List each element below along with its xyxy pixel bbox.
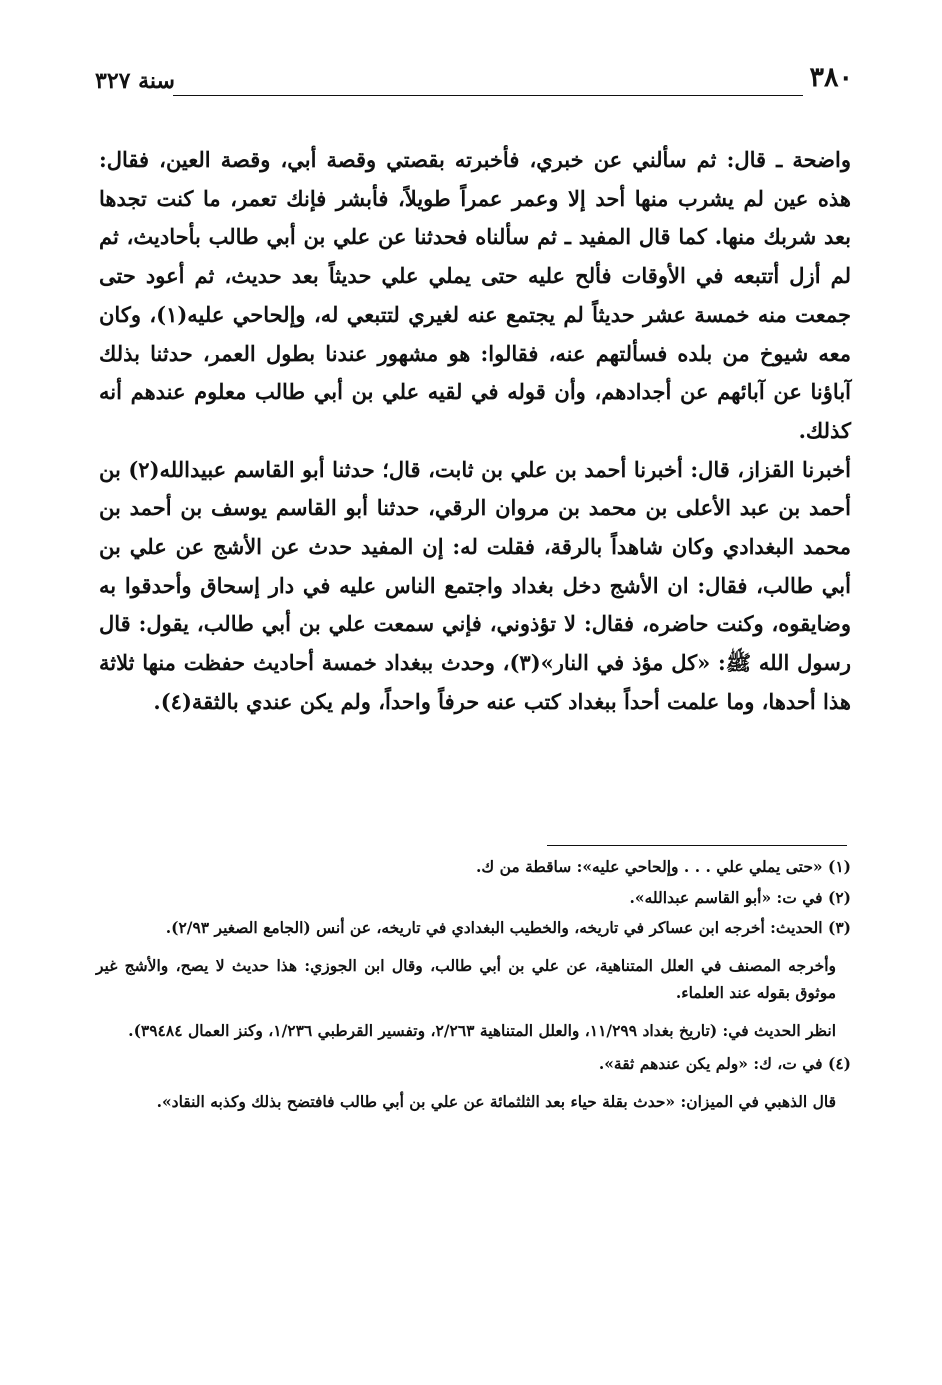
header-rule: [173, 95, 803, 96]
page-number: ٣٨٠: [809, 62, 853, 93]
footnotes: [96, 853, 851, 1121]
footnote-4-note-1: قال الذهبي في الميزان: «حدث بقلة حياء بعد الثلثمائة عن علي بن أبي طالب فافتضح بذلك وكذبه النقاد».: [156, 1091, 836, 1111]
footnote-3: (٣) الحديث: أخرجه ابن عساكر في تاريخه، والخطيب البغدادي في تاريخه، عن أنس (الجامع الصغير ٢/٩٣).: [165, 918, 851, 937]
footnote-2: (٢) في ت: «أبو القاسم عبدالله».: [629, 887, 851, 907]
paragraph-1: واضحة ـ قال: ثم سألني عن خبري، فأخبرته بقصتي وقصة أبي، وقصة العين، فقال: هذه عين لم يشرب منها أحد إلا وعمر عمراً طويلاً، فأبشر فإنك تعمر، ما كنت تجدها بعد شربك منها. كما قال المفيد ـ ثم سألناه فحدثنا عن علي بن أبي طالب بأحاديث، ثم لم أزل أتتبعه في الأوقات فألح عليه حتى يملي علي حديثاً بعد حديث، ثم أعود حتى جمعت منه خمسة عشر حديثاً لم يجتمع عنه لغيري لتتبعي له، وإلحاحي عليه(١)، وكان معه شيوخ من بلده فسألتهم عنه، فقالوا: هو مشهور عندنا بطول العمر، حدثنا بذلك آباؤنا عن آبائهم عن أجدادهم، وأن قوله في لقيه علي بن أبي طالب معلوم عندهم أنه كذلك.: [99, 147, 851, 443]
running-header: [95, 62, 853, 102]
footnote-3-note-1: وأخرجه المصنف في العلل المتناهية، عن علي بن أبي طالب، وقال ابن الجوزي: هذا حديث لا يصح، والأشج غير موثوق بقوله عند العلماء.: [96, 955, 836, 1002]
footnote-4: (٤) في ت، ك: «ولم يكن عندهم ثقة».: [598, 1054, 851, 1073]
footnote-separator: [547, 845, 847, 846]
paragraph-2: أخبرنا القزاز، قال: أخبرنا أحمد بن علي بن ثابت، قال؛ حدثنا أبو القاسم عبيدالله(٢) بن أحمد بن عبد الأعلى بن محمد بن مروان الرقي، حدثنا أبو القاسم يوسف بن أحمد بن محمد البغدادي وكان شاهداً بالرقة، فقلت له: إن المفيد حدث عن الأشج عن علي بن أبي طالب، فقال: ان الأشج دخل بغداد واجتمع الناس عليه في دار إسحاق وأحدقوا به وضايقوه، وكنت حاضره، فقال: لا تؤذوني، فإني سمعت علي بن أبي طالب، يقول: قال رسول الله ﷺ: «كل مؤذ في النار»(٣)، وحدث ببغداد خمسة أحاديث حفظت منها ثلاثة هذا أحدها، وما علمت أحداً ببغداد كتب عنه حرفاً واحداً، ولم يكن عندي بالثقة(٤).: [99, 456, 852, 714]
running-title-year: سنة ٣٢٧: [95, 68, 175, 94]
footnote-3-note-2: انظر الحديث في: (تاريخ بغداد ١١/٢٩٩، والعلل المتناهية ٢/٢٦٣، وتفسير القرطبي ١/٢٣٦، وكنز العمال ٣٩٤٨٤).: [128, 1020, 836, 1040]
footnote-1: (١) «حتى يملي علي . . . وإلحاحي عليه»: ساقطة من ك.: [476, 857, 851, 876]
main-text: [99, 141, 851, 722]
